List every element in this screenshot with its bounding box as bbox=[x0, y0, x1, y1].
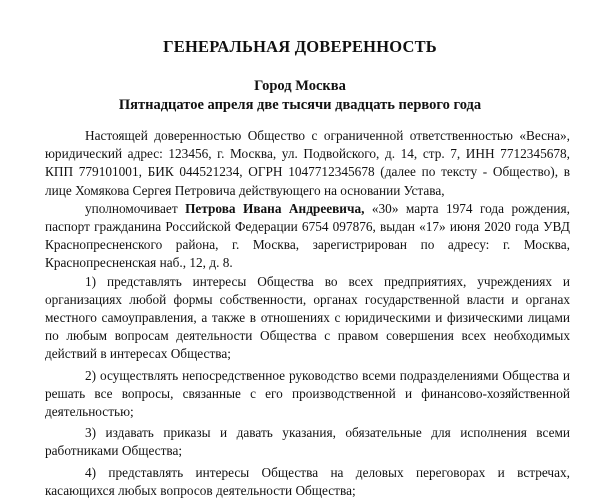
authorizes-word: уполномочивает bbox=[85, 200, 186, 216]
power-item-4: 4) представлять интересы Общества на деловых переговорах и встречах, касающихся любых вопросов деятельности Общества; bbox=[45, 464, 570, 498]
authorization-paragraph bbox=[45, 200, 570, 273]
intro-paragraph: Настоящей доверенностью Общество с ограниченной ответственностью «Весна», юридический адрес: 123456, г. Москва, ул. Подвойского, д. 14, стр. 7, ИНН 7712345678, КПП 779101001, БИК 044521234, ОГРН 1047712345678 (далее по тексту - Общество), в лице Хомякова Сергея Петровича действующего на основании Устава, bbox=[45, 128, 570, 198]
document-date: Пятнадцатое апреля две тысячи двадцать первого года bbox=[118, 97, 482, 113]
power-item-3: 3) издавать приказы и давать указания, обязательные для исполнения всеми работниками Общества; bbox=[45, 425, 570, 459]
document-title: ГЕНЕРАЛЬНАЯ ДОВЕРЕННОСТЬ bbox=[163, 37, 437, 56]
power-item-1: 1) представлять интересы Общества во всех предприятиях, учреждениях и организациях любой формы собственности, органах государственной власти и органах местного самоуправления, а также в отношениях с юридическими и физическими лицами по любым вопросам деятельности Общества с правом совершения всех необходимых действий в интересах Общества; bbox=[45, 273, 570, 362]
document-body bbox=[45, 127, 570, 503]
attorney-name: Петрова Ивана Андреевича, bbox=[185, 200, 365, 216]
power-item-2: 2) осуществлять непосредственное руководство всеми подразделениями Общества и решать все вопросы, связанные с его производственной и финансово-хозяйственной деятельностью; bbox=[45, 367, 570, 420]
attorney-details: «30» марта 1974 года рождения, паспорт гражданина Российской Федерации 6754 097876, выдан «17» июня 2020 года УВД Краснопресненского района, г. Москва, зарегистрирован по адресу: г. Москва, Краснопресненская наб., 12, д. 8. bbox=[45, 200, 570, 271]
document-city: Город Москва bbox=[254, 78, 346, 94]
